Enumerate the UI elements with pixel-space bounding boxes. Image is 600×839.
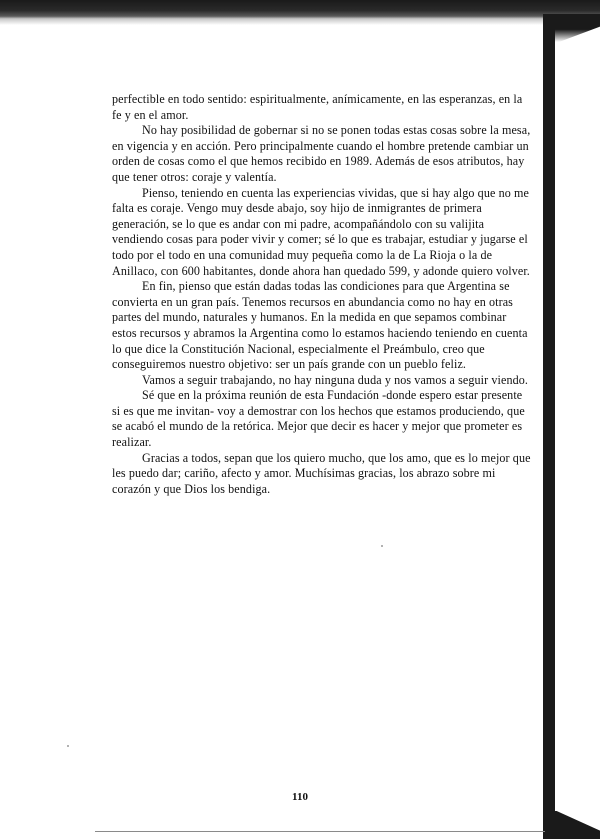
- scan-border-bottom: [95, 831, 545, 832]
- scan-border-right-flare-top: [543, 14, 600, 42]
- scan-speck: [67, 745, 69, 747]
- paragraph: Pienso, teniendo en cuenta las experiencias vividas, que si hay algo que no me falta es coraje. Vengo muy desde abajo, soy hijo de inmigrantes de primera generación, se lo que es andar con mi padre, acompañándolo con su valijita vendiendo cosas para poder vivir y comer; sé lo que es trabajar, estudiar y jugarse el todo por el todo en una comunidad muy pequeña como la de La Rioja o la de Anillaco, con 600 habitantes, donde ahora han quedado 599, y adonde quiero volver.: [112, 185, 530, 278]
- paragraph: Sé que en la próxima reunión de esta Fundación -donde espero estar presente si es que me invitan- voy a demostrar con los hechos que estamos produciendo, que se acabó el mundo de la retórica. Mejor que decir es hacer y mejor que prometer es realizar.: [112, 388, 525, 450]
- scan-speck: [381, 545, 383, 547]
- page-body-text: [112, 92, 532, 497]
- paragraph: perfectible en todo sentido: espiritualmente, anímicamente, en las esperanzas, en la fe y en el amor.: [112, 92, 523, 122]
- scan-border-top: [0, 0, 600, 19]
- scan-border-right-bar: [543, 14, 555, 839]
- paragraph: En fin, pienso que están dadas todas las condiciones para que Argentina se convierta en un gran país. Tenemos recursos en abundancia como no hay en otras partes del mundo, naturales y humanos. En la medida en que sepamos combinar estos recursos y abramos la Argentina como lo estamos haciendo teniendo en cuenta lo que dice la Constitución Nacional, especialmente el Preámbulo, creo que conseguiremos nuestro objetivo: ser un país grande con un pueblo feliz.: [112, 279, 528, 372]
- paragraph: Vamos a seguir trabajando, no hay ninguna duda y nos vamos a seguir viendo.: [142, 372, 529, 387]
- scan-border-right: [543, 14, 600, 839]
- paragraph: Gracias a todos, sepan que los quiero mucho, que los amo, que es lo mejor que les puedo dar; cariño, afecto y amor. Muchísimas gracias, los abrazo sobre mi corazón y que Dios los bendiga.: [112, 450, 531, 496]
- paragraph: No hay posibilidad de gobernar si no se ponen todas estas cosas sobre la mesa, en vigencia y en acción. Pero principalmente cuando el hombre pretende cambiar un orden de cosas como el que hemos recibido en 1989. Además de esos atributos, hay que tener otros: coraje y valentía.: [112, 123, 531, 184]
- page-number: 110: [292, 791, 308, 803]
- scan-border-top-shadow: [0, 19, 600, 25]
- scan-border-right-flare-bottom: [543, 811, 600, 839]
